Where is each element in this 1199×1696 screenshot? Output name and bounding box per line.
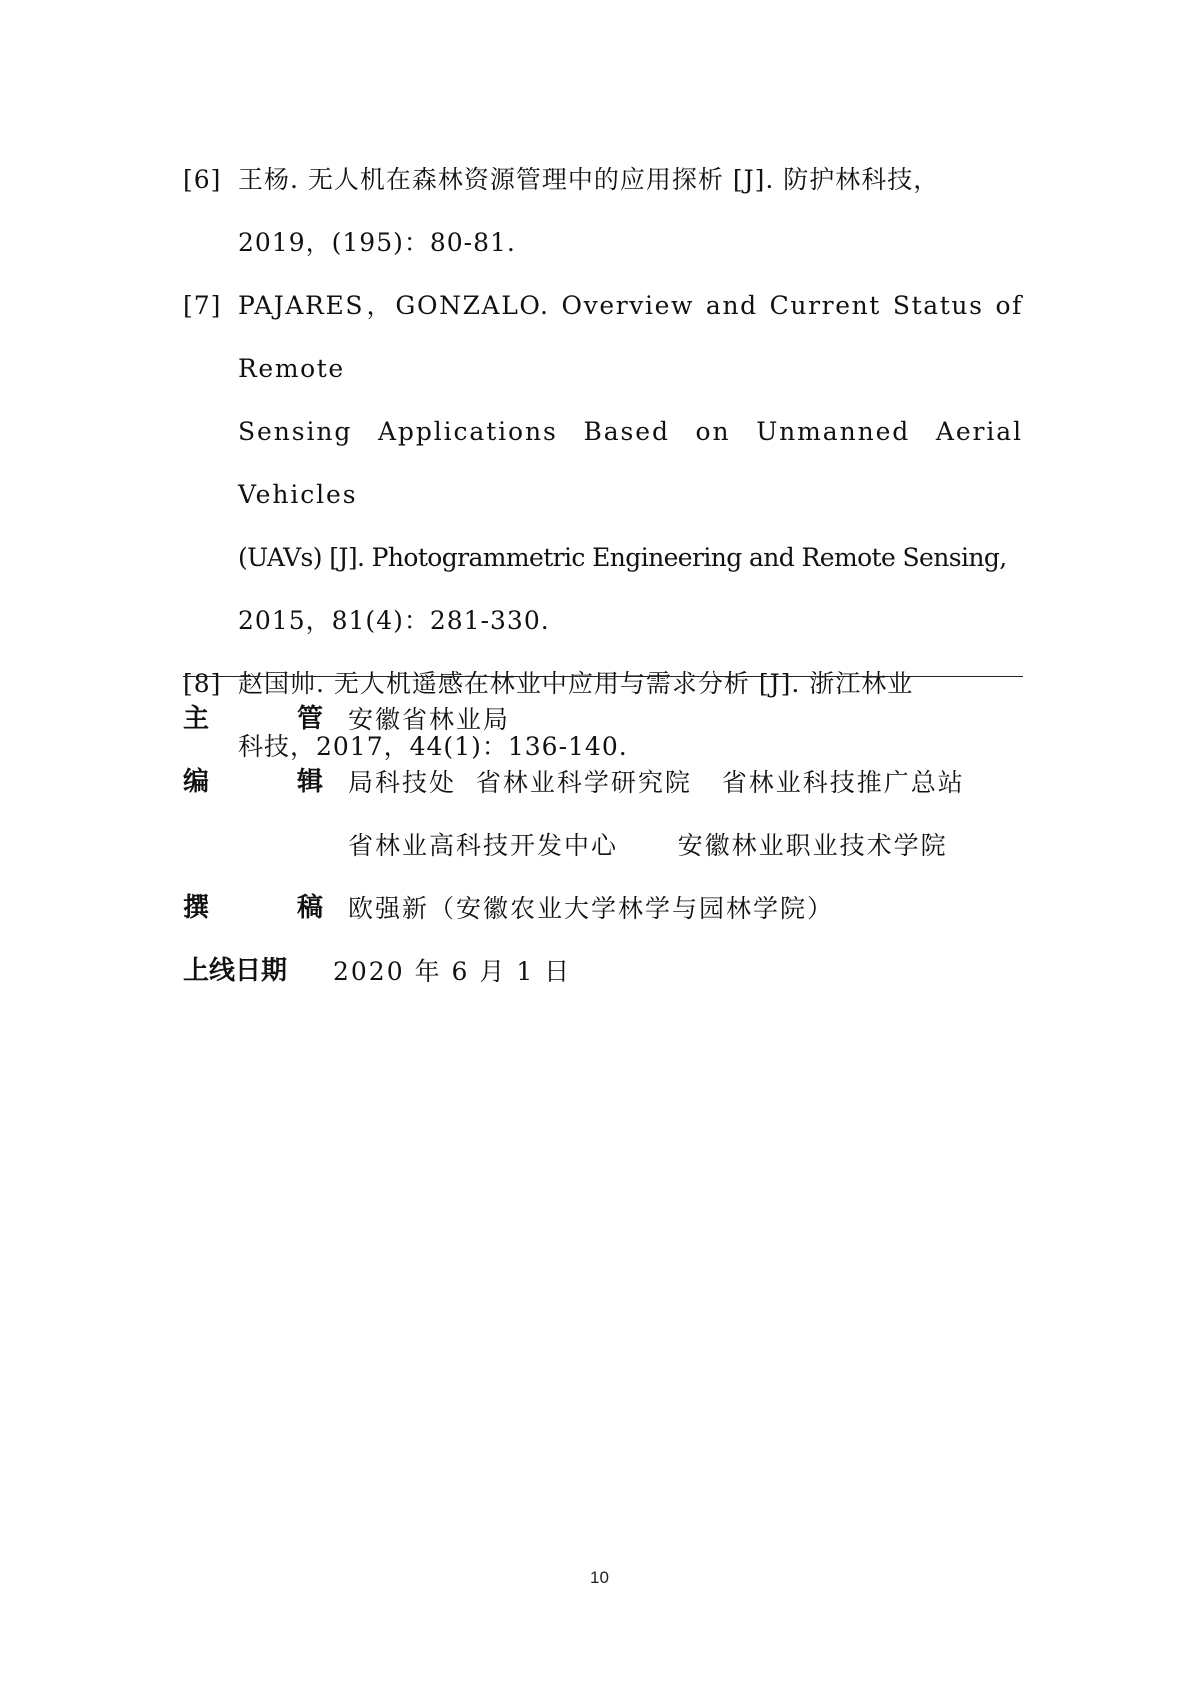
editors-line: 省林业高科技开发中心 安徽林业职业技术学院 bbox=[348, 831, 948, 860]
reference-line: 赵国帅. 无人机遥感在林业中应用与需求分析 [J]. 浙江林业 bbox=[238, 669, 914, 698]
colophon-row-supervisor bbox=[183, 688, 1023, 751]
editors-label-char: 编 bbox=[183, 767, 210, 797]
reference-number: [7] bbox=[183, 291, 222, 320]
reference-item bbox=[183, 274, 1023, 652]
supervisor-label-char: 管 bbox=[296, 704, 323, 734]
reference-text bbox=[238, 148, 1023, 274]
reference-line: PAJARES，GONZALO. Overview and Current Status of Remote bbox=[238, 291, 1023, 383]
reference-line: 王杨. 无人机在森林资源管理中的应用探析 [J]. 防护林科技， bbox=[238, 165, 940, 194]
reference-line: 2019，(195)：80-81. bbox=[238, 228, 516, 257]
reference-item bbox=[183, 148, 1023, 274]
reference-line: Sensing Applications Based on Unmanned Aerial Vehicles bbox=[238, 417, 1023, 509]
reference-line: (UAVs) [J]. Photogrammetric Engineering and Remote Sensing, bbox=[238, 543, 1007, 572]
reference-line: 科技，2017，44(1)：136-140. bbox=[238, 732, 628, 761]
editors-line: 局科技处 省林业科学研究院 省林业科技推广总站 bbox=[348, 768, 965, 797]
editors-label bbox=[183, 751, 323, 814]
colophon-row-online-date bbox=[183, 940, 1023, 1003]
supervisor-label bbox=[183, 688, 323, 751]
author-label-char: 稿 bbox=[296, 893, 323, 923]
reference-list bbox=[183, 148, 1023, 778]
colophon-row-editors bbox=[183, 751, 1023, 877]
reference-text bbox=[238, 274, 1023, 652]
author-label bbox=[183, 877, 323, 940]
page-number: 10 bbox=[590, 1568, 609, 1587]
colophon-row-author bbox=[183, 877, 1023, 940]
author-label-char: 撰 bbox=[183, 893, 210, 923]
supervisor-value: 安徽省林业局 bbox=[348, 705, 511, 734]
editors-label-char: 辑 bbox=[296, 767, 323, 797]
online-date-label: 上线日期 bbox=[183, 956, 288, 986]
reference-line: 2015，81(4)：281-330. bbox=[238, 606, 550, 635]
supervisor-label-char: 主 bbox=[183, 704, 210, 734]
author-value: 欧强新（安徽农业大学林学与园林学院） bbox=[348, 894, 835, 923]
divider-rule bbox=[183, 676, 1023, 677]
reference-number: [6] bbox=[183, 165, 222, 194]
online-date-value: 2020 年 6 月 1 日 bbox=[333, 957, 572, 986]
editors-value bbox=[348, 751, 965, 877]
reference-number: [8] bbox=[183, 669, 222, 698]
colophon bbox=[183, 688, 1023, 1003]
